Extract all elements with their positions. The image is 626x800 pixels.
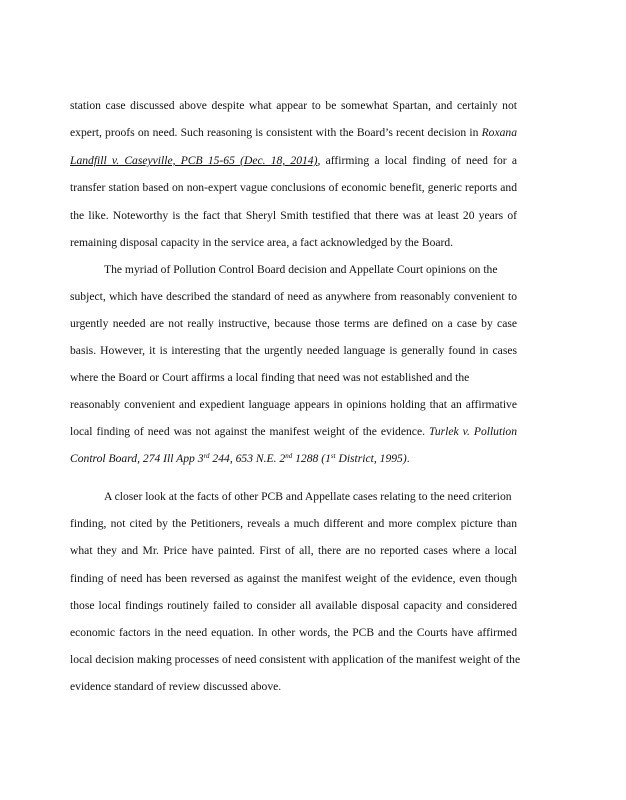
p3-line-6: economic factors in the need equation. In other words, the PCB and the Courts have affirmed — [70, 626, 517, 639]
p2-line-5: where the Board or Court affirms a local finding that need was not established and the — [70, 371, 470, 384]
p1-line-1: station case discussed above despite what appear to be somewhat Spartan, and certainly not — [70, 99, 517, 112]
case-citation-turlek: Turlek v. Pollution — [429, 425, 518, 438]
p3-line-2: finding, not cited by the Petitioners, reveals a much different and more complex picture than — [70, 517, 517, 530]
p1-line-2: expert, proofs on need. Such reasoning is consistent with the Board’s recent decision in Roxana — [70, 126, 517, 139]
p3-line-7: local decision making processes of need consistent with application of the manifest weight of the — [70, 653, 521, 666]
p1-line-5: the like. Noteworthy is the fact that Sheryl Smith testified that there was at least 20 years of — [70, 209, 517, 222]
case-citation-roxana-cont: Landfill v. Caseyville, PCB 15-65 (Dec. 18, 2014) — [70, 154, 318, 167]
p2-line-3: urgently needed are not really instructive, because those terms are defined on a case by case — [70, 317, 517, 330]
case-citation-roxana: Roxana — [481, 126, 517, 139]
p3-line-4: finding of need has been reversed as against the manifest weight of the evidence, even though — [70, 572, 517, 585]
p3-line-3: what they and Mr. Price have painted. First of all, there are no reported cases where a local — [70, 544, 517, 557]
p3-line-5: those local findings routinely failed to consider all available disposal capacity and considered — [70, 599, 517, 612]
p1-line-6: remaining disposal capacity in the service area, a fact acknowledged by the Board. — [70, 236, 454, 249]
p2-line-4: basis. However, it is interesting that the urgently needed language is generally found in cases — [70, 344, 517, 357]
p3-line-1: A closer look at the facts of other PCB and Appellate cases relating to the need criterion — [104, 490, 512, 503]
p2-line-1: The myriad of Pollution Control Board decision and Appellate Court opinions on the — [104, 263, 498, 276]
p2-line-2: subject, which have described the standard of need as anywhere from reasonably convenient to — [70, 290, 517, 303]
p2-line-7: local finding of need was not against the manifest weight of the evidence. Turlek v. Pollution — [70, 425, 518, 438]
p3-line-8: evidence standard of review discussed above. — [70, 680, 282, 693]
p1-line-3: Landfill v. Caseyville, PCB 15-65 (Dec. 18, 2014), affirming a local finding of need for a — [70, 154, 517, 167]
p2-line-8: Control Board, 274 Ill App 3rd 244, 653 N.E. 2nd 1288 (1st District, 1995). — [70, 452, 410, 465]
case-citation-turlek-cont: Control Board, 274 Ill App 3rd 244, 653 N.E. 2nd 1288 (1st District, 1995) — [70, 452, 407, 465]
p2-line-6: reasonably convenient and expedient language appears in opinions holding that an affirmative — [70, 398, 517, 411]
p1-line-4: transfer station based on non-expert vague conclusions of economic benefit, generic reports and — [70, 181, 517, 194]
